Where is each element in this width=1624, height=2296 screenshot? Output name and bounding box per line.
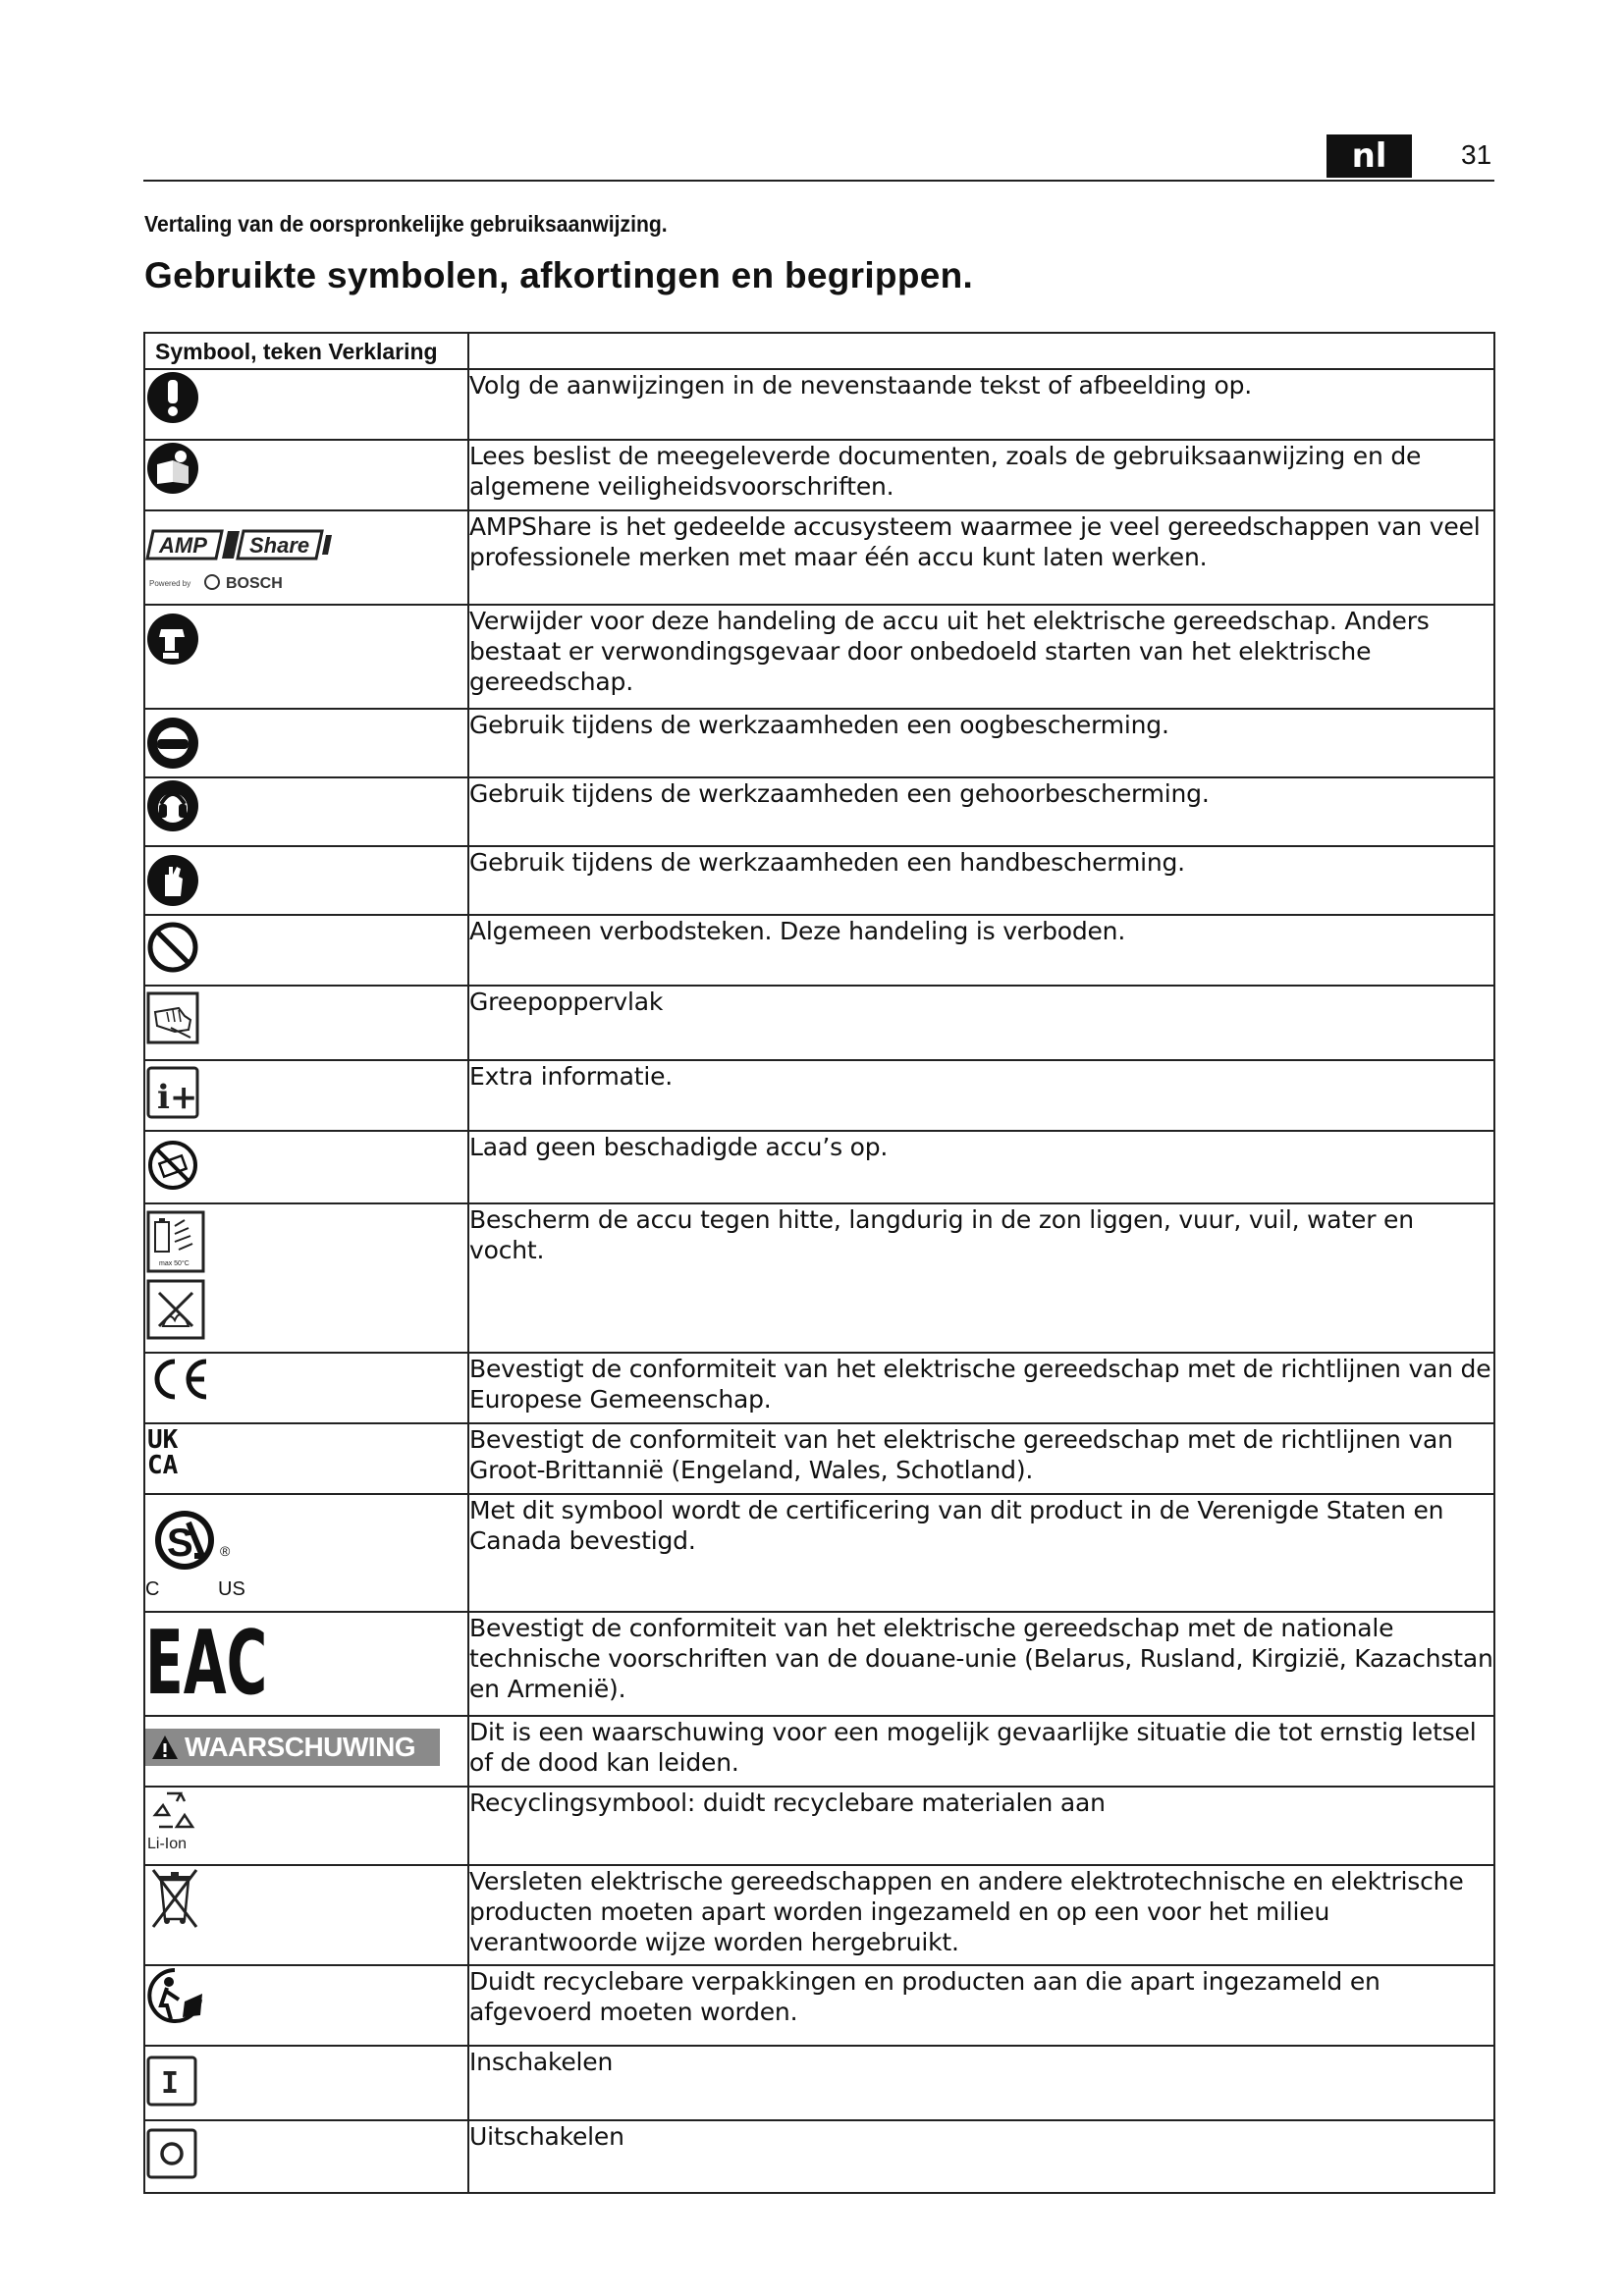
on-glyph: I bbox=[161, 2066, 180, 2101]
table-row bbox=[144, 1494, 1494, 1612]
table-row bbox=[144, 1203, 1494, 1353]
table-row bbox=[144, 1965, 1494, 2046]
powered-by-text: Powered by bbox=[149, 579, 191, 588]
table-row bbox=[144, 846, 1494, 915]
table-row bbox=[144, 1716, 1494, 1787]
row-text: Versleten elektrische gereedschappen en andere elektrotechnische en elektrische producten moeten apart worden ingezameld en op een voor het milieu verantwoorde wijze worden hergebruikt. bbox=[468, 1865, 1494, 1965]
header-rule bbox=[143, 180, 1494, 182]
row-text: AMPShare is het gedeelde accusysteem waarmee je veel gereedschappen van veel professionele merken met maar één accu kunt laten werken. bbox=[468, 510, 1494, 605]
document-subtitle: Vertaling van de oorspronkelijke gebruiksaanwijzing. bbox=[144, 211, 668, 237]
row-text: Gebruik tijdens de werkzaamheden een gehoorbescherming. bbox=[468, 777, 1494, 846]
warning-label-icon bbox=[145, 1729, 440, 1766]
recycle-packaging-icon bbox=[145, 1966, 210, 2027]
eac-text: EAC bbox=[145, 1612, 268, 1716]
table-row bbox=[144, 1865, 1494, 1965]
row-text: Greepoppervlak bbox=[468, 986, 1494, 1060]
page-number: 31 bbox=[1461, 139, 1492, 170]
table-header-empty bbox=[468, 333, 1494, 369]
table-row bbox=[144, 777, 1494, 846]
row-text: Bevestigt de conformiteit van het elektrische gereedschap met de richtlijnen van de Europese Gemeenschap. bbox=[468, 1353, 1494, 1423]
table-row bbox=[144, 1131, 1494, 1203]
row-text: Met dit symbool wordt de certificering van dit product in de Verenigde Staten en Canada bevestigd. bbox=[468, 1494, 1494, 1612]
li-ion-text: Li-Ion bbox=[147, 1836, 188, 1852]
table-row bbox=[144, 1353, 1494, 1423]
amp-text: AMP bbox=[159, 533, 207, 558]
row-text: Recyclingsymbool: duidt recyclebare materialen aan bbox=[468, 1787, 1494, 1865]
row-text: Volg de aanwijzingen in de nevenstaande tekst of afbeelding op. bbox=[468, 369, 1494, 440]
table-row bbox=[144, 1787, 1494, 1865]
table-row bbox=[144, 2046, 1494, 2120]
section-title: Gebruikte symbolen, afkortingen en begrippen. bbox=[144, 255, 974, 295]
table-row bbox=[144, 605, 1494, 709]
no-damaged-battery-icon bbox=[145, 1138, 200, 1193]
weee-bin-icon bbox=[145, 1866, 204, 1931]
table-row bbox=[144, 1060, 1494, 1131]
row-text: Algemeen verbodsteken. Deze handeling is verboden. bbox=[468, 915, 1494, 986]
table-row bbox=[144, 369, 1494, 440]
table-row bbox=[144, 510, 1494, 605]
registered-mark: ® bbox=[220, 1543, 231, 1559]
table-row bbox=[144, 986, 1494, 1060]
ukca-mark-icon bbox=[145, 1424, 196, 1479]
table-header: Symbool, teken Verklaring bbox=[144, 333, 468, 369]
prohibition-icon bbox=[145, 920, 200, 975]
table-row bbox=[144, 709, 1494, 777]
row-text: Uitschakelen bbox=[468, 2120, 1494, 2193]
row-text: Verwijder voor deze handeling de accu uit het elektrische gereedschap. Anders bestaat er verwondingsgevaar door onbedoeld starten van het elektrische gereedschap. bbox=[468, 605, 1494, 709]
row-text: Bevestigt de conformiteit van het elektrische gereedschap met de nationale technische voorschriften van de douane-unie (Belarus, Rusland, Kirgizië, Kazachstan en Armenië). bbox=[468, 1612, 1494, 1716]
symbols-table bbox=[143, 332, 1495, 2194]
table-row bbox=[144, 1612, 1494, 1716]
li-ion-recycling-icon bbox=[145, 1788, 204, 1852]
temperature-text: max 50°C bbox=[159, 1260, 189, 1267]
eac-mark-icon bbox=[145, 1612, 268, 1716]
row-text: Extra informatie. bbox=[468, 1060, 1494, 1131]
share-text: Share bbox=[249, 533, 310, 558]
info-glyph: i+ bbox=[157, 1078, 198, 1117]
svg-text:S: S bbox=[167, 1522, 193, 1565]
hand-protection-icon bbox=[145, 853, 200, 908]
row-text: Duidt recyclebare verpakkingen en producten aan die apart ingezameld en afgevoerd moeten worden. bbox=[468, 1965, 1494, 2046]
table-row bbox=[144, 915, 1494, 986]
language-badge: nl bbox=[1326, 134, 1412, 178]
table-row bbox=[144, 2120, 1494, 2193]
bosch-text: BOSCH bbox=[226, 575, 283, 592]
switch-on-icon bbox=[145, 2055, 200, 2109]
grip-surface-icon bbox=[145, 990, 200, 1045]
row-text: Dit is een waarschuwing voor een mogelijk gevaarlijke situatie die tot ernstig letsel of de dood kan leiden. bbox=[468, 1716, 1494, 1787]
warning-label-text: WAARSCHUWING bbox=[185, 1732, 416, 1762]
csa-c-text: C bbox=[145, 1578, 160, 1600]
table-row bbox=[144, 440, 1494, 510]
row-text: Bescherm de accu tegen hitte, langdurig in de zon liggen, vuur, vuil, water en vocht. bbox=[468, 1203, 1494, 1353]
ce-mark-icon bbox=[145, 1354, 214, 1405]
read-manual-icon bbox=[145, 441, 200, 496]
row-text: Gebruik tijdens de werkzaamheden een oogbescherming. bbox=[468, 709, 1494, 777]
row-text: Gebruik tijdens de werkzaamheden een handbescherming. bbox=[468, 846, 1494, 915]
switch-off-icon bbox=[145, 2127, 200, 2182]
mandatory-action-icon bbox=[145, 370, 200, 425]
ca-text: CA bbox=[147, 1451, 179, 1480]
uk-text: UK bbox=[147, 1425, 179, 1455]
eye-protection-icon bbox=[145, 716, 200, 771]
csa-us-text: US bbox=[218, 1578, 245, 1600]
warning-triangle-icon bbox=[151, 1735, 179, 1760]
row-text: Bevestigt de conformiteit van het elektrische gereedschap met de richtlijnen van Groot-Brittannië (Engeland, Wales, Schotland). bbox=[468, 1423, 1494, 1494]
remove-battery-icon bbox=[145, 612, 200, 667]
info-plus-icon bbox=[145, 1065, 200, 1120]
table-row bbox=[144, 1423, 1494, 1494]
table-header-row bbox=[144, 333, 1494, 369]
row-text: Lees beslist de meegeleverde documenten, zoals de gebruiksaanwijzing en de algemene veiligheidsvoorschriften. bbox=[468, 440, 1494, 510]
ear-protection-icon bbox=[145, 778, 200, 833]
csa-mark-icon bbox=[145, 1495, 263, 1603]
ampshare-logo-icon bbox=[145, 511, 371, 594]
row-text: Inschakelen bbox=[468, 2046, 1494, 2120]
row-text: Laad geen beschadigde accu’s op. bbox=[468, 1131, 1494, 1203]
battery-protection-icon bbox=[145, 1204, 214, 1342]
